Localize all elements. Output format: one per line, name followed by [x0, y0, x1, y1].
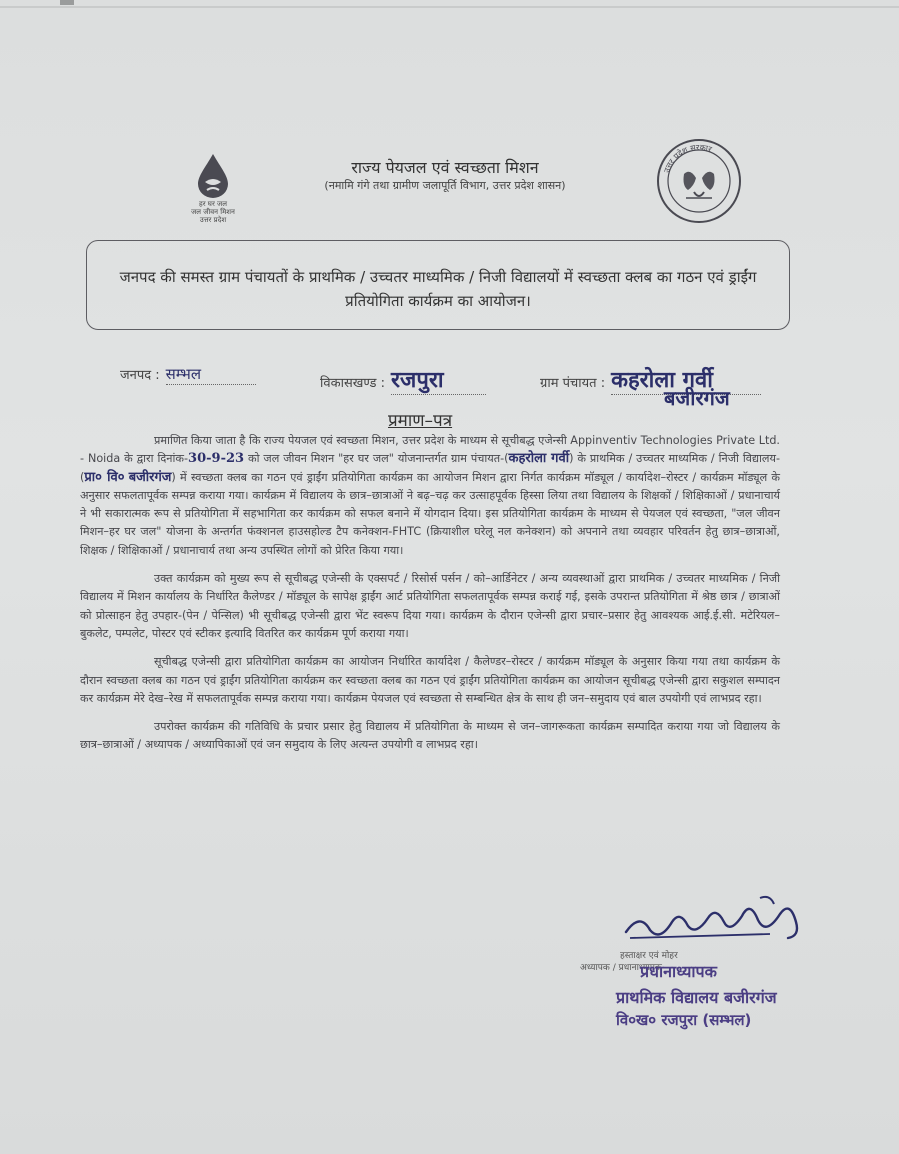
p1-text-c: ) के प्राथमिक / उच्चतर माध्यमिक / निजी विद्यालय-(	[80, 452, 780, 484]
district-label: जनपद :	[120, 368, 160, 383]
paragraph-2: उक्त कार्यक्रम को मुख्य रूप से सूचीबद्ध एजेन्सी के एक्सपर्ट / रिसोर्स पर्सन / को–आर्डिनेटर / अन्य व्यवस्थाओं द्वारा प्राथमिक / उच्चतर माध्यमिक / निजी विद्यालय में मिशन कार्यालय के निर्धारित कैलेण्डर / मॉड्यूल के सापेक्ष ड्राईंग आर्ट प्रतियोगिता सफलतापूर्वक सम्पन्न कराई गई, इसके उपरान्त प्रतियोगिता में श्रेष्ठ छात्र / छात्राओं को प्रोत्साहन हेतु उपहार-(पेन / पेन्सिल) भी सूचीबद्ध एजेन्सी द्वारा भेंट स्वरूप दिया गया। कार्यक्रम के दौरान एजेन्सी द्वारा प्रचार–प्रसार हेतु आवश्यक आई.ई.सी. मटेरियल–बुकलेट, पम्पलेट, पोस्टर एवं स्टीकर इत्यादि वितरित कर कार्यक्रम पूर्ण कराया गया।	[80, 572, 780, 640]
panchayat-value: कहरोला गर्वी	[611, 364, 761, 395]
block-value: रजपुरा	[391, 364, 486, 395]
block-field	[320, 364, 486, 395]
svg-text:उत्तर प्रदेश सरकार	[662, 143, 713, 174]
program-topic-box: जनपद की समस्त ग्राम पंचायतों के प्राथमिक / उच्चतर माध्यमिक / निजी विद्यालयों में स्वच्छता क्लब का गठन एवं ड्राईंग प्रतियोगिता कार्यक्रम का आयोजन।	[86, 240, 790, 330]
certificate-heading: प्रमाण–पत्र	[388, 411, 453, 431]
panchayat-label: ग्राम पंचायत :	[540, 376, 606, 391]
signature-label-1: हस्ताक्षर एवं मोहर	[620, 951, 678, 961]
handwritten-signature	[620, 892, 810, 952]
mission-subtitle: (नमामि गंगे तथा ग्रामीण जलापूर्ति विभाग, उत्तर प्रदेश शासन)	[324, 179, 566, 192]
mission-title: राज्य पेयजल एवं स्वच्छता मिशन	[351, 158, 539, 177]
village-handwritten: कहरोला गर्वी	[508, 451, 570, 467]
seal-text: उत्तर प्रदेश सरकार	[662, 142, 713, 174]
paragraph-3: सूचीबद्ध एजेन्सी द्वारा प्रतियोगिता कार्यक्रम का आयोजन निर्धारित कार्यादेश / कैलेण्डर–रोस्टर / कार्यक्रम मॉड्यूल के अनुसार किया गया तथा कार्यक्रम के दौरान स्वच्छता क्लब का गठन एवं ड्राईंग प्रतियोगिता कार्यक्रम कर स्वच्छता क्लब का गठन एवं ड्राईंग प्रतियोगिता कार्यक्रम का आयोजन सूचीबद्ध एजेन्सी द्वारा सकुशल सम्पादन कर कार्यक्रम मेरे देख–रेख में सफलतापूर्वक सम्पन्न कराया गया। कार्यक्रम पेयजल एवं स्वच्छता से सम्बन्धित क्षेत्र के साथ ही जन–समुदाय एवं बाल उपयोगी एवं लाभप्रद रहा।	[80, 655, 780, 705]
district-value: सम्भल	[166, 364, 256, 385]
stamp-block-district: वि०ख० रजपुरा (सम्भल)	[616, 1011, 752, 1029]
page-corner-mark	[60, 0, 74, 5]
stamp-school-name: प्राथमिक विद्यालय बजीरगंज	[616, 988, 777, 1007]
jal-jeevan-mission-logo	[185, 152, 241, 234]
signature-label-2: अध्यापक / प्रधानाध्यापक	[580, 963, 662, 973]
logo-caption-1: हर घर जल	[199, 200, 227, 208]
paragraph-1	[80, 432, 780, 560]
up-government-seal	[656, 138, 742, 224]
program-date: 30-9-23	[188, 451, 245, 467]
logo-caption-3: उत्तर प्रदेश	[199, 216, 227, 224]
water-drop-icon	[193, 152, 233, 200]
district-field	[120, 364, 256, 385]
stamp-designation: प्रधानाध्यापक	[640, 962, 717, 981]
p1-text-a: प्रमाणित किया जाता है कि राज्य पेयजल एवं स्वच्छता मिशन, उत्तर प्रदेश के माध्यम से सूचीबद्ध एजेन्सी Appinventiv Technologies Private Ltd. - Noida के द्वारा दिनांक-	[80, 434, 780, 466]
block-label: विकासखण्ड :	[320, 376, 386, 391]
paragraph-4: उपरोक्त कार्यक्रम की गतिविधि के प्रचार प्रसार हेतु विद्यालय में प्रतियोगिता के माध्यम से जन–जागरूकता कार्यक्रम सम्पादित कराया गया जो विद्यालय के छात्र–छात्राओं / अध्यापक / अध्यापिकाओं एवं जन समुदाय के लिए अत्यन्त उपयोगी व लाभप्रद रहा।	[80, 720, 780, 752]
p1-text-d: ) में स्वच्छता क्लब का गठन एवं ड्राईंग प्रतियोगिता कार्यक्रम का आयोजन मिशन द्वारा निर्गत कार्यक्रम मॉड्यूल / कार्यादेश–रोस्टर / कार्यक्रम मॉड्यूल के अनुसार सफलतापूर्वक सम्पन्न कराया गया। कार्यक्रम में विद्यालय के छात्र–छात्राओं ने बढ़–चढ़ कर उत्साहपूर्वक हिस्सा लिया तथा विद्यालय के शिक्षकों / शिक्षिकाओं / प्रधानाचार्य ने भी सकारात्मक रूप से प्रतियोगिता में सहभागिता कर कार्यक्रम को सफल बनाने में योगदान दिया। इस प्रतियोगिता कार्यक्रम के माध्यम से पेयजल एवं स्वच्छता, "जल जीवन मिशन–हर घर जल" योजना के अन्तर्गत फंक्शनल हाउसहोल्ड टैप कनेक्शन-FHTC (क्रियाशील घरेलू नल कनेक्शन) को अपनाने तथा व्यवहार परिवर्तन हेतु छात्र–छात्राओं, शिक्षक / शिक्षिकाओं / प्रधानाचार्य तथा अन्य उपस्थित लोगों को प्रेरित किया गया।	[80, 470, 780, 557]
logo-caption-2: जल जीवन मिशन	[191, 208, 235, 216]
page-fold-line	[0, 6, 899, 8]
certificate-body	[80, 432, 780, 765]
school-handwritten-2: बजीरगंज	[128, 469, 172, 485]
p1-text-b: को जल जीवन मिशन "हर घर जल" योजनान्तर्गत ग्राम पंचायत-(	[244, 452, 509, 466]
school-handwritten: प्रा० वि०	[84, 469, 125, 485]
panchayat-value-line-2: बजीरगंज	[664, 386, 730, 410]
